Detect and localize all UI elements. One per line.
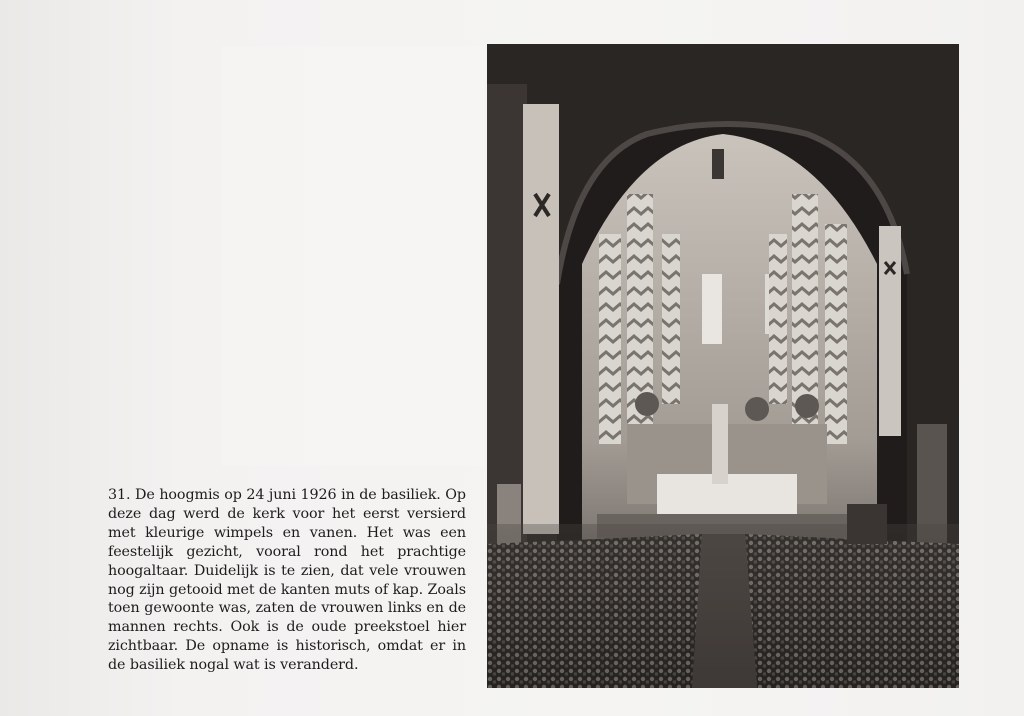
church-interior-icon	[487, 44, 959, 688]
page-shadow	[222, 46, 484, 466]
caption-text: De hoogmis op 24 juni 1926 in de basiliek. Op deze dag werd de kerk voor het eerst versierd met kleurige wimpels en vanen. Het was een feestelijk gezicht, vooral rond het prachtige hoogaltaar. Duidelijk is te zien, dat vele vrouwen nog zijn getooid met de kanten muts of kap. Zoals toen gewoonte was, zaten de vrouwen links en de mannen rechts. Ook is de oude preekstoel hier zichtbaar. De opname is historisch, omdat er in de basiliek nogal wat is veranderd.	[108, 487, 466, 674]
basilica-photo	[487, 44, 959, 688]
photo-caption	[108, 486, 466, 675]
caption-number: 31.	[108, 487, 131, 503]
